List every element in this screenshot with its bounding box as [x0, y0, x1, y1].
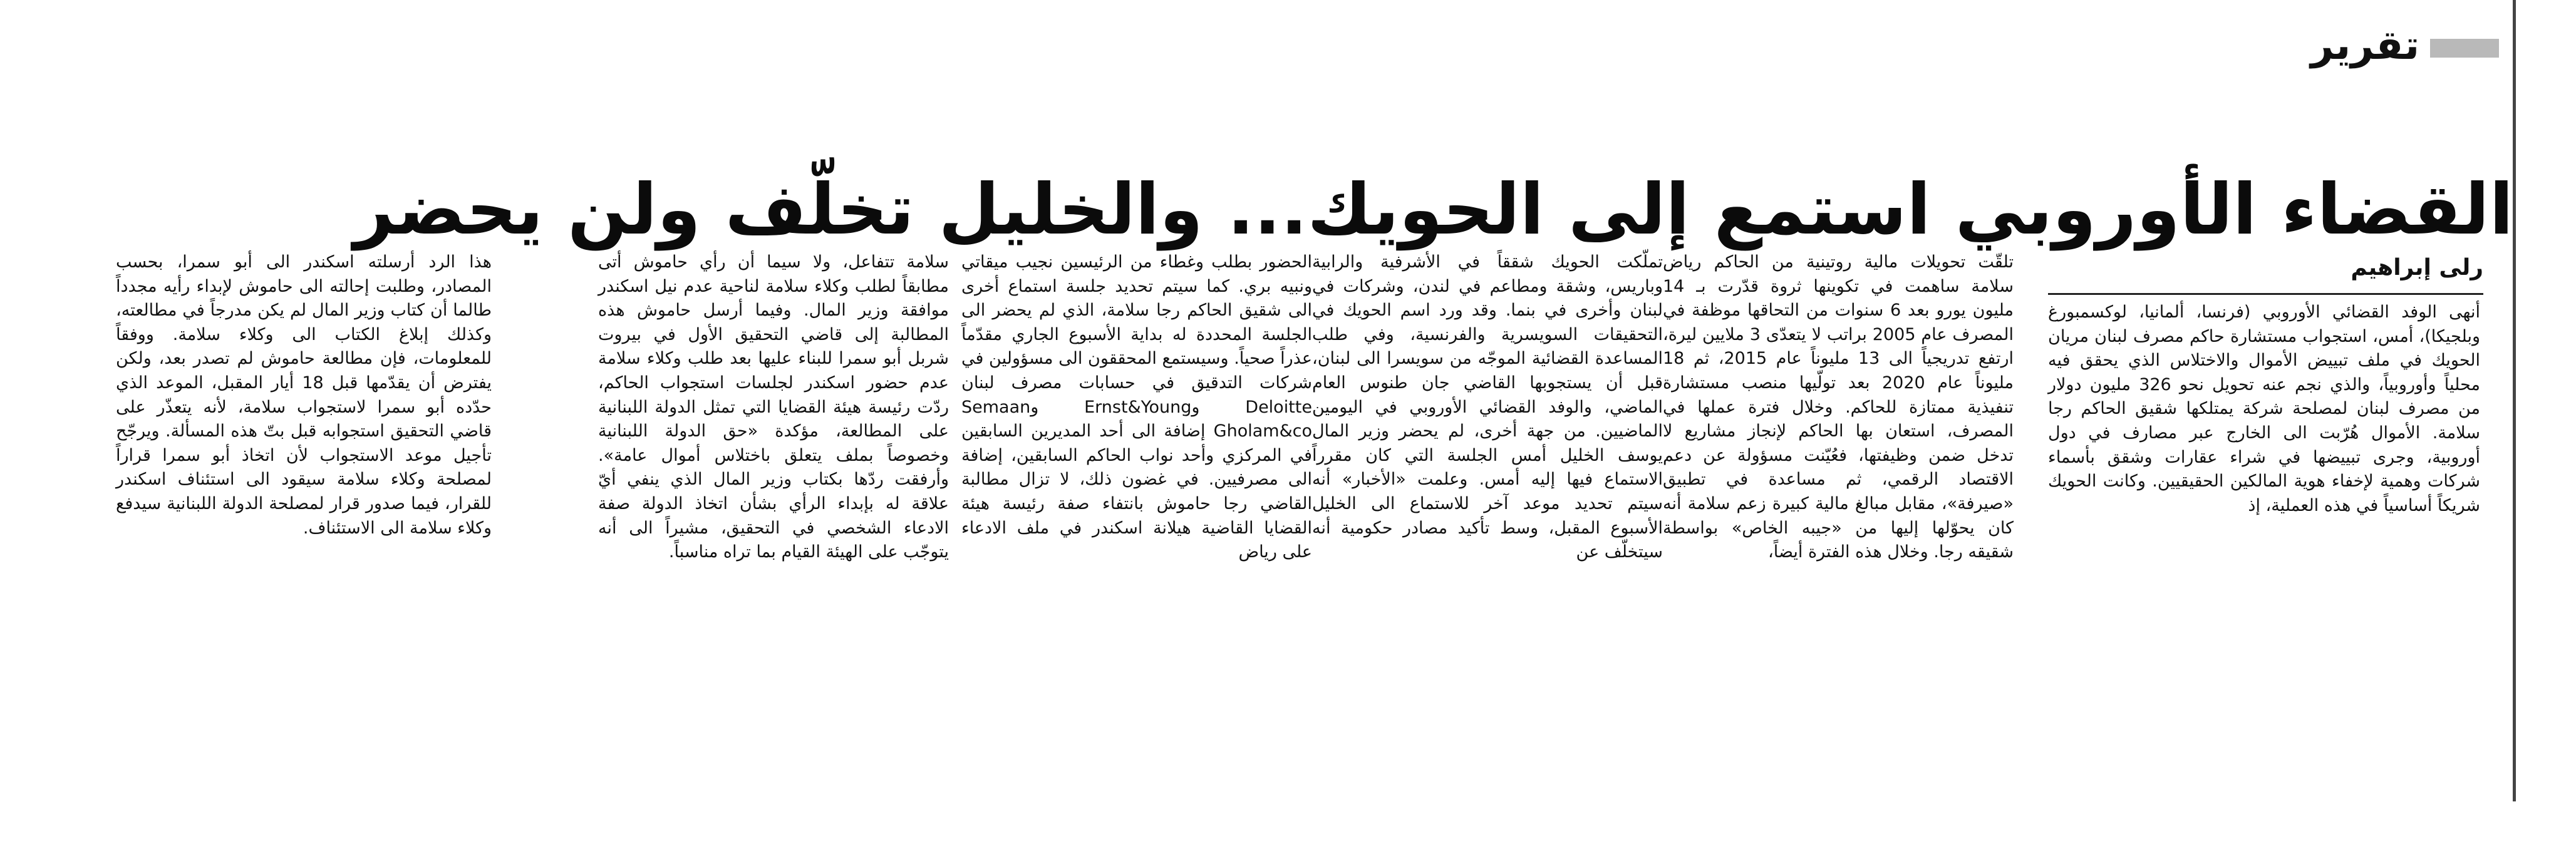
page-edge-rule	[2513, 0, 2516, 801]
article-column-3: تملّكت الحويك شققاً في الأشرفية والرابية وباريس، وشقة ومطاعم في لندن، وشركات في لبنان وأخرى في بنما. وقد ورد اسم الحويك في التحقيقات السويسرية والفرنسية، وفي طلب المساعدة القضائية الموجّه من سويسرا الى لبنان، قبل أن يستجوبها القاضي جان طنوس العام الماضي، والوفد القضائي الأوروبي في اليومين الماضيين. من جهة أخرى، لم يحضر وزير المال يوسف الخليل أمس الجلسة التي كان مقرراً الاستماع فيها إليه أمس. وعلمت «الأخبار» أنه سيتم تحديد موعد آخر للاستماع الى الخليل الأسبوع المقبل، وسط تأكيد مصادر حكومية أنه سيتخلّف عن	[1312, 252, 1663, 562]
article-column-5: سلامة تتفاعل، ولا سيما أن رأي حاموش أتى مطابقاً لطلب وكلاء سلامة لناحية عدم نيل اسكندر موافقة وزير المال. وفيما أرسل حاموش هذه المطالبة إلى قاضي التحقيق الأول في بيروت شربل أبو سمرا للبناء عليها بعد طلب وكلاء سلامة عدم حضور اسكندر لجلسات استجواب الحاكم، ردّت رئيسة هيئة القضايا التي تمثل الدولة اللبنانية على المطالعة، مؤكدة «حق الدولة اللبنانية وخصوصاً بملف يتعلق باختلاس أموال عامة». وأرفقت ردّها بكتاب وزير المال الذي ينفي أيّ علاقة له بإبداء الرأي بشأن اتخاذ الدولة صفة الادعاء الشخصي في التحقيق، مشيراً الى أنه يتوجّب على الهيئة القيام بما تراه مناسباً.	[598, 252, 949, 562]
article-column-1: أنهى الوفد القضائي الأوروبي (فرنسا، ألمانيا، لوكسمبورغ وبلجيكا)، أمس، استجواب مستشارة حاكم مصرف لبنان مريان الحويك في ملف تبييض الأموال والاختلاس الذي يحقق فيه محلياً وأوروبياً، والذي نجم عنه تحويل نحو 326 مليون دولار من مصرف لبنان لمصلحة شركة يمتلكها شقيق الحاكم رجا سلامة. الأموال هُرّبت الى الخارج عبر مصارف في دول أوروبية، وجرى تبييضها في شراء عقارات وشقق بأسماء شركات وهمية لإخفاء هوية المالكين الحقيقيين. وكانت الحويك شريكاً أساسياً في هذه العملية، إذ	[2048, 302, 2480, 515]
author-byline: رلى إبراهيم	[2351, 255, 2483, 280]
section-label: تقرير	[2310, 23, 2419, 69]
article-column-2: تلقّت تحويلات مالية روتينية من الحاكم رياض سلامة ساهمت في تكوينها ثروة قدّرت بـ 14 مليون يورو بعد 6 سنوات من التحاقها موظفة في المصرف عام 2005 براتب لا يتعدّى 3 ملايين ليرة، ارتفع تدريجياً الى 13 مليوناً عام 2015، ثم 18 مليوناً عام 2020 بعد تولّيها منصب مستشارة تنفيذية ممتازة للحاكم. وخلال فترة عملها في المصرف، استعان بها الحاكم لإنجاز مشاريع لا تدخل ضمن وظيفتها، فعُيّنت مسؤولة عن دعم الاقتصاد الرقمي، ثم مساعدة في تطبيق «صيرفة»، مقابل مبالغ مالية كبيرة زعم سلامة أنه كان يحوّلها إليها من «جيبه الخاص» بواسطة شقيقه رجا. وخلال هذه الفترة أيضاً،	[1663, 252, 2014, 562]
byline-divider	[2048, 293, 2483, 295]
article-column-6: هذا الرد أرسلته اسكندر الى أبو سمرا، بحسب المصادر، وطلبت إحالته الى حاموش لإبداء رأيه مجدداً طالما أن كتاب وزير المال لم يكن مدرجاً في مطالعته، وكذلك إبلاغ الكتاب الى وكلاء سلامة. ووفقاً للمعلومات، فإن مطالعة حاموش لم تصدر بعد، ولكن يفترض أن يقدّمها قبل 18 أيار المقبل، الموعد الذي حدّده أبو سمرا لاستجواب سلامة، لأنه يتعذّر على قاضي التحقيق استجوابه قبل بتّ هذه المسألة. ويرجّح تأجيل موعد الاستجواب لأن اتخاذ أبو سمرا قراراً لمصلحة وكلاء سلامة سيقود الى استئناف اسكندر للقرار، فيما صدور قرار لمصلحة الدولة اللبنانية سيدفع وكلاء سلامة الى الاستئناف.	[116, 252, 492, 538]
article-headline: القضاء الأوروبي استمع إلى الحويك... والخليل تخلّف ولن يحضر	[353, 169, 2513, 251]
article-column-4: الحضور بطلب وغطاء من الرئيسين نجيب ميقاتي ونبيه بري. كما سيتم تحديد جلسة استماع أخرى الى شقيق الحاكم رجا سلامة، الذي لم يحضر الى الجلسة المحددة له بداية الأسبوع الجاري مقدّماً عذراً صحياً. وسيستمع المحققون الى مسؤولين في شركات التدقيق في حسابات مصرف لبنان Deloitte وErnst&Young وSemaan Gholam&co إضافة الى أحد المديرين السابقين في المركزي وأحد نواب الحاكم السابقين، إضافة الى مصرفيين. في غضون ذلك، لا تزال مطالبة القاضي رجا حاموش بانتفاء صفة رئيسة هيئة القضايا القاضية هيلانة اسكندر في ملف الادعاء على رياض	[961, 252, 1312, 562]
section-marker-bar	[2430, 39, 2499, 58]
